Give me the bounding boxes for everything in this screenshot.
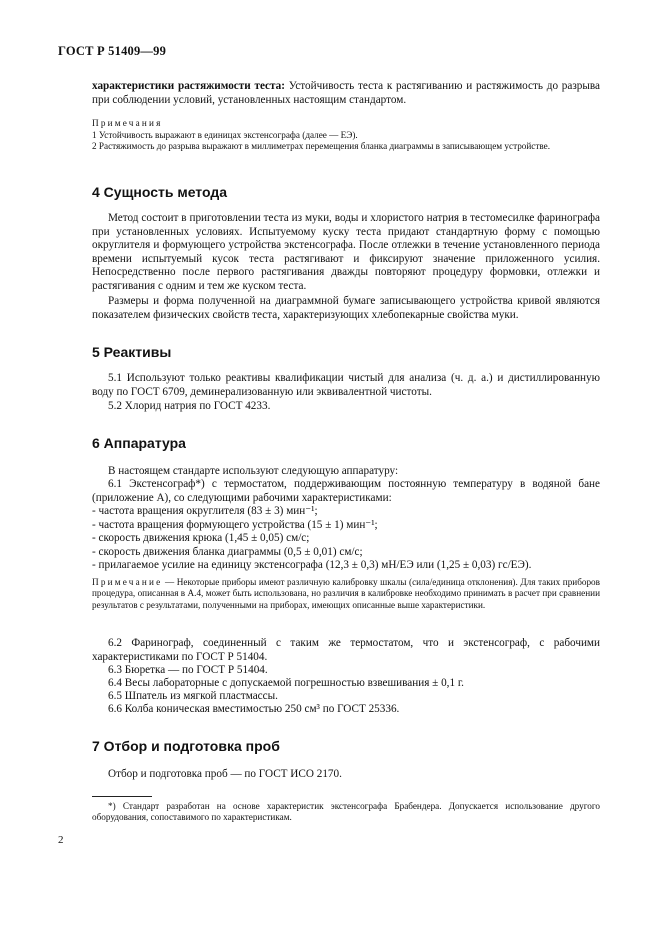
page-number: 2: [58, 834, 64, 846]
section-4-paragraph-1: Метод состоит в приготовлении теста из муки, воды и хлористого натрия в тестомесилке фаринографа при установленных условиях. Испытуемому куску теста придают стандартную форму с помощью округлителя и формующего устройства экстенсографа. После отлежки в течение установленного периода времени испытуемый кусок теста растягивают и фиксируют значение приложенного усилия. Непосредственно после первого растягивания дважды повторяют процедуру формовки, отлежки и растягивания с одним и тем же куском теста.: [92, 212, 600, 292]
note-2: 2 Растяжимость до разрыва выражают в миллиметрах перемещения бланка диаграммы в записывающем устройстве.: [92, 141, 551, 151]
section-6-title: 6 Аппаратура: [92, 435, 186, 451]
section-4-title: 4 Сущность метода: [92, 184, 228, 200]
section-7-title: 7 Отбор и подготовка проб: [92, 738, 280, 754]
document-header: ГОСТ Р 51409—99: [58, 44, 167, 58]
section-6-6: 6.6 Колба коническая вместимостью 250 см³ по ГОСТ 25336.: [108, 703, 400, 715]
note-1: 1 Устойчивость выражают в единицах экстенсографа (далее — ЕЭ).: [92, 130, 358, 140]
section-5-title: 5 Реактивы: [92, 344, 172, 360]
section-4-paragraph-2: Размеры и форма полученной на диаграммной бумаге записывающего устройства кривой являются показателем физических свойств теста, характеризующих хлебопекарные свойства муки.: [92, 295, 600, 321]
section-5-paragraph-1: 5.1 Используют только реактивы квалификации чистый для анализа (ч. д. а.) и дистиллированную воду по ГОСТ 6709, деминерализованную или эквивалентной чистоты.: [92, 372, 600, 398]
list-item: - прилагаемое усилие на единицу экстенсографа (12,3 ± 0,3) мН/ЕЭ или (1,25 ± 0,03) гс/ЕЭ).: [92, 559, 532, 572]
note-label: Примечание: [92, 577, 163, 587]
definition-term: характеристики растяжимости теста:: [92, 80, 285, 92]
section-7-paragraph: Отбор и подготовка проб — по ГОСТ ИСО 2170.: [108, 768, 342, 780]
definition-text: Устойчивость теста к растягиванию и растяжимость до разрыва при соблюдении условий, установленных настоящим стандартом.: [92, 80, 600, 106]
section-6-4: 6.4 Весы лабораторные с допускаемой погрешностью взвешивания ± 0,1 г.: [108, 677, 464, 689]
list-item: - скорость движения крюка (1,45 ± 0,05) см/с;: [92, 532, 310, 545]
section-6-1: 6.1 Экстенсограф*) с термостатом, поддерживающим постоянную температуру в водяной бане (приложение А), со следующими рабочими характеристиками:: [92, 478, 600, 504]
section-6-2: 6.2 Фаринограф, соединенный с таким же термостатом, что и экстенсограф, с рабочими характеристиками по ГОСТ Р 51404.: [92, 637, 600, 663]
list-item: - частота вращения формующего устройства (15 ± 1) мин⁻¹;: [92, 518, 378, 531]
section-6-intro: В настоящем стандарте используют следующую аппаратуру:: [108, 465, 399, 477]
section-6-5: 6.5 Шпатель из мягкой пластмассы.: [108, 690, 278, 702]
characteristics-list: [92, 505, 600, 573]
section-5-paragraph-2: 5.2 Хлорид натрия по ГОСТ 4233.: [108, 400, 271, 412]
footnote: *) Стандарт разработан на основе характеристик экстенсографа Брабендера. Допускается использование другого оборудования, сопоставимого по характеристикам.: [92, 801, 600, 823]
section-6-3: 6.3 Бюретка — по ГОСТ Р 51404.: [108, 664, 268, 676]
notes-label: Примечания: [92, 118, 163, 128]
note-text: — Некоторые приборы имеют различную калибровку шкалы (сила/единица отклонения). Для таких приборов процедура, описанная в А.4, может быть использована, но различия в калибровке необходимо принимать в расчет при сравнении результатов с результатами, полученными на приборах, имеющих описанные выше характеристики.: [92, 577, 600, 610]
definition-paragraph: [92, 80, 600, 107]
list-item: - частота вращения округлителя (83 ± 3) мин⁻¹;: [92, 505, 318, 517]
footnote-divider: [92, 796, 152, 797]
list-item: - скорость движения бланка диаграммы (0,5 ± 0,01) см/с;: [92, 545, 363, 558]
section-6-note: [92, 577, 600, 611]
